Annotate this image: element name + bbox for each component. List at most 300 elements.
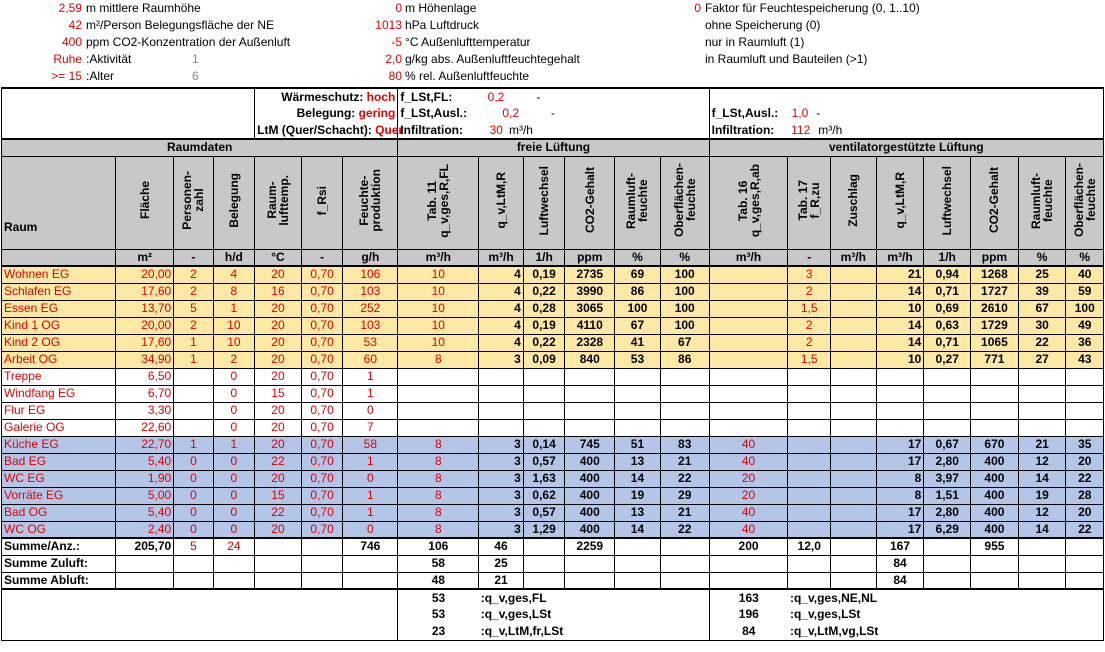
sum-label: Summe Abluft: xyxy=(2,572,116,589)
data-cell xyxy=(709,266,788,283)
sum-cell: 167 xyxy=(876,538,924,555)
data-cell: 10 xyxy=(213,317,255,334)
data-cell: 10 xyxy=(876,300,924,317)
data-cell: 0 xyxy=(343,521,398,538)
sum-cell: 25 xyxy=(479,555,524,572)
col-header-text: Luftwechsel xyxy=(537,165,552,236)
sum-cell xyxy=(660,538,709,555)
sum-label: Summe Zuluft: xyxy=(2,555,116,572)
param-mid-value: 30 xyxy=(489,122,503,137)
data-cell xyxy=(660,385,709,402)
data-cell: 0 xyxy=(174,487,213,504)
data-cell xyxy=(876,402,924,419)
footer-spacer xyxy=(2,606,398,623)
sum-cell xyxy=(971,555,1019,572)
data-cell xyxy=(971,402,1019,419)
header-left-value: 400 xyxy=(61,35,82,49)
data-cell: 59 xyxy=(1066,283,1104,300)
data-cell: 0,63 xyxy=(924,317,971,334)
header-left-value: >= 15 xyxy=(51,69,82,83)
sum-cell xyxy=(709,555,788,572)
data-cell: 400 xyxy=(565,470,615,487)
data-cell: 20 xyxy=(255,351,302,368)
col-header-text: Raumluft- feuchte xyxy=(624,172,651,229)
data-cell xyxy=(174,419,213,436)
data-cell: 0,70 xyxy=(301,283,343,300)
col-header-text: Tab. 16 q_v,ges,R,ab xyxy=(735,163,762,238)
data-cell: 36 xyxy=(1066,334,1104,351)
data-cell: 3065 xyxy=(565,300,615,317)
calculation-table xyxy=(1,87,1104,641)
room-name: Küche EG xyxy=(2,436,116,453)
data-cell: 14 xyxy=(876,334,924,351)
data-cell: 22 xyxy=(255,453,302,470)
sum-cell xyxy=(971,572,1019,589)
header-mid-value: 80 xyxy=(388,69,402,83)
header-mid-label: % rel. Außenluftfeuchte xyxy=(405,69,530,83)
data-cell: 400 xyxy=(971,453,1019,470)
sum-cell xyxy=(343,555,398,572)
data-cell xyxy=(660,419,709,436)
sum-cell: 205,70 xyxy=(116,538,174,555)
data-cell: 19 xyxy=(615,487,661,504)
col-header xyxy=(788,156,831,249)
sum-cell xyxy=(523,572,565,589)
param-right-label: Infiltration: xyxy=(711,122,775,137)
data-cell: 22 xyxy=(660,521,709,538)
sum-cell xyxy=(255,538,302,555)
data-cell: 3 xyxy=(479,504,524,521)
data-cell: 3,97 xyxy=(924,470,971,487)
data-cell: 1,29 xyxy=(523,521,565,538)
data-cell: 1 xyxy=(174,351,213,368)
header-left-value: 42 xyxy=(68,18,82,32)
unit-cell: 1/h xyxy=(924,249,971,266)
data-cell xyxy=(660,368,709,385)
data-cell: 20 xyxy=(255,419,302,436)
data-cell: 20 xyxy=(1066,453,1104,470)
param-label xyxy=(255,105,398,122)
param-right-value: 112 xyxy=(791,122,811,137)
room-name: Bad EG xyxy=(2,453,116,470)
sum-cell xyxy=(523,555,565,572)
unit-cell: - xyxy=(174,249,213,266)
data-cell: 400 xyxy=(565,504,615,521)
data-cell: 25 xyxy=(1018,266,1066,283)
data-cell: 20 xyxy=(255,300,302,317)
header-left-label: m mittlere Raumhöhe xyxy=(86,1,201,15)
data-cell xyxy=(831,419,877,436)
data-cell: 5,40 xyxy=(116,504,174,521)
data-cell: 39 xyxy=(1018,283,1066,300)
col-header-text: Fläche xyxy=(137,181,152,220)
data-cell: 40 xyxy=(1066,266,1104,283)
data-cell: 1 xyxy=(343,504,398,521)
sum-cell: 21 xyxy=(479,572,524,589)
data-cell: 0 xyxy=(174,521,213,538)
data-cell: 53 xyxy=(343,334,398,351)
sum-cell: 746 xyxy=(343,538,398,555)
data-cell: 10 xyxy=(398,334,479,351)
header-mid-label: g/kg abs. Außenluftfeuchtegehalt xyxy=(405,52,580,66)
room-name: Bad OG xyxy=(2,504,116,521)
data-cell: 400 xyxy=(971,487,1019,504)
data-cell: 0,70 xyxy=(301,521,343,538)
data-cell: 100 xyxy=(660,300,709,317)
data-cell xyxy=(831,317,877,334)
sum-cell xyxy=(660,572,709,589)
param-mid-label: Infiltration: xyxy=(400,122,463,137)
data-cell xyxy=(876,419,924,436)
footer-value: 53 xyxy=(398,606,479,623)
data-cell: 400 xyxy=(971,504,1019,521)
data-cell: 1065 xyxy=(971,334,1019,351)
data-cell: 4 xyxy=(479,266,524,283)
sum-cell: 2259 xyxy=(565,538,615,555)
sum-label: Summe/Anz.: xyxy=(2,538,116,555)
data-cell: 0,70 xyxy=(301,317,343,334)
col-header-text: Oberflächen- feuchte xyxy=(671,163,698,238)
data-cell: 0 xyxy=(213,402,255,419)
room-name: Kind 1 OG xyxy=(2,317,116,334)
data-cell: 3 xyxy=(479,487,524,504)
data-cell: 771 xyxy=(971,351,1019,368)
data-cell: 2,80 xyxy=(924,504,971,521)
col-header xyxy=(1018,156,1066,249)
room-name: Vorräte EG xyxy=(2,487,116,504)
data-cell: 22 xyxy=(255,504,302,521)
data-cell: 8 xyxy=(213,283,255,300)
data-cell: 13,70 xyxy=(116,300,174,317)
param-mid-label: f_LSt,FL: xyxy=(400,89,453,104)
data-cell: 86 xyxy=(660,351,709,368)
data-cell xyxy=(523,368,565,385)
unit-cell: % xyxy=(1018,249,1066,266)
data-cell xyxy=(831,334,877,351)
data-cell xyxy=(924,402,971,419)
data-cell: 10 xyxy=(398,283,479,300)
data-cell xyxy=(971,385,1019,402)
data-cell: 3,30 xyxy=(116,402,174,419)
param-right-unit: m³/h xyxy=(818,122,843,137)
data-cell: 1,90 xyxy=(116,470,174,487)
data-cell: 2 xyxy=(174,283,213,300)
sum-cell xyxy=(565,555,615,572)
footer-value: 163 xyxy=(709,589,788,606)
param-value: hoch xyxy=(366,89,396,104)
data-cell xyxy=(788,521,831,538)
sum-cell xyxy=(1018,572,1066,589)
data-cell: 12 xyxy=(1018,453,1066,470)
header-mid-label: m Höhenlage xyxy=(405,1,477,15)
data-cell: 670 xyxy=(971,436,1019,453)
col-header-raum: Raum xyxy=(2,156,116,249)
unit-cell: m³/h xyxy=(709,249,788,266)
data-cell: 4 xyxy=(479,317,524,334)
header-gray-value: 6 xyxy=(192,69,199,83)
data-cell: 20 xyxy=(255,334,302,351)
data-cell xyxy=(174,385,213,402)
data-cell: 83 xyxy=(660,436,709,453)
data-cell xyxy=(709,368,788,385)
col-header-text: Luftwechsel xyxy=(940,165,955,236)
unit-cell: - xyxy=(788,249,831,266)
room-name: Windfang EG xyxy=(2,385,116,402)
header-left-label: :Alter xyxy=(86,69,115,83)
room-name: WC EG xyxy=(2,470,116,487)
data-cell: 1,5 xyxy=(788,351,831,368)
param-mid-unit: - xyxy=(551,106,555,120)
sum-cell xyxy=(709,572,788,589)
sum-cell xyxy=(213,572,255,589)
data-cell xyxy=(831,453,877,470)
footer-value: 53 xyxy=(398,589,479,606)
data-cell: 20 xyxy=(255,368,302,385)
col-header xyxy=(523,156,565,249)
sum-cell xyxy=(615,572,661,589)
sum-cell xyxy=(1018,555,1066,572)
data-cell: 15 xyxy=(255,385,302,402)
data-cell: 0,19 xyxy=(523,266,565,283)
data-cell: 2 xyxy=(213,351,255,368)
data-cell: 0 xyxy=(213,385,255,402)
sum-cell xyxy=(831,538,877,555)
data-cell: 10 xyxy=(398,266,479,283)
data-cell: 15 xyxy=(255,487,302,504)
data-cell: 21 xyxy=(1018,436,1066,453)
data-cell: 1 xyxy=(213,300,255,317)
data-cell xyxy=(709,419,788,436)
data-cell xyxy=(788,402,831,419)
data-cell: 4 xyxy=(479,283,524,300)
unit-cell: m³/h xyxy=(876,249,924,266)
unit-cell: % xyxy=(660,249,709,266)
data-cell: 4110 xyxy=(565,317,615,334)
sum-cell xyxy=(116,555,174,572)
data-cell xyxy=(709,334,788,351)
col-header-text: Belegung xyxy=(226,173,241,228)
sum-cell: 12,0 xyxy=(788,538,831,555)
data-cell: 0,67 xyxy=(924,436,971,453)
param-mid-value: 0,2 xyxy=(487,89,505,104)
data-cell: 20 xyxy=(709,470,788,487)
data-cell: 400 xyxy=(565,521,615,538)
data-cell xyxy=(831,283,877,300)
param-label xyxy=(255,122,404,139)
data-cell: 51 xyxy=(615,436,661,453)
data-cell xyxy=(523,385,565,402)
header-left-label: :Aktivität xyxy=(86,52,132,66)
unit-cell: ppm xyxy=(971,249,1019,266)
data-cell: 400 xyxy=(565,453,615,470)
data-cell: 14 xyxy=(1018,470,1066,487)
data-cell: 0,70 xyxy=(301,402,343,419)
data-cell: 40 xyxy=(709,453,788,470)
data-cell: 1 xyxy=(343,368,398,385)
data-cell: 0,70 xyxy=(301,385,343,402)
footer-value: 23 xyxy=(398,623,479,640)
param-label-text: Belegung: xyxy=(296,106,356,120)
param-right-unit: - xyxy=(816,106,821,120)
footer-value: 84 xyxy=(709,623,788,640)
param-value: gering xyxy=(358,106,396,120)
data-cell: 30 xyxy=(1018,317,1066,334)
data-cell xyxy=(615,385,661,402)
data-cell: 100 xyxy=(660,317,709,334)
data-cell: 5,00 xyxy=(116,487,174,504)
header-mid-label: hPa Luftdruck xyxy=(405,18,480,32)
data-cell xyxy=(788,419,831,436)
col-header xyxy=(709,156,788,249)
data-cell: 0 xyxy=(213,368,255,385)
data-cell: 20 xyxy=(255,470,302,487)
data-cell: 0 xyxy=(174,504,213,521)
data-cell xyxy=(523,402,565,419)
room-name: Arbeit OG xyxy=(2,351,116,368)
data-cell: 2610 xyxy=(971,300,1019,317)
data-cell: 35 xyxy=(1066,436,1104,453)
data-cell: 20 xyxy=(255,317,302,334)
data-cell xyxy=(523,419,565,436)
data-cell: 1 xyxy=(343,453,398,470)
data-cell: 1268 xyxy=(971,266,1019,283)
data-cell xyxy=(876,368,924,385)
param-mid-unit: m³/h xyxy=(508,122,533,137)
room-name: Flur EG xyxy=(2,402,116,419)
header-mid-value: 2,0 xyxy=(385,52,402,66)
data-cell: 20 xyxy=(255,266,302,283)
data-cell: 3 xyxy=(479,436,524,453)
data-cell: 0,22 xyxy=(523,283,565,300)
sum-cell xyxy=(116,572,174,589)
data-cell: 20 xyxy=(1066,504,1104,521)
data-cell: 41 xyxy=(615,334,661,351)
data-cell: 3 xyxy=(479,470,524,487)
footer-label: :q_v,ges,FL xyxy=(479,589,709,606)
data-cell: 8 xyxy=(398,351,479,368)
col-header xyxy=(213,156,255,249)
data-cell xyxy=(398,368,479,385)
col-header xyxy=(174,156,213,249)
col-header xyxy=(831,156,877,249)
param-label xyxy=(255,88,398,105)
data-cell: 2,40 xyxy=(116,521,174,538)
data-cell: 0,71 xyxy=(924,334,971,351)
data-cell: 13 xyxy=(615,453,661,470)
data-cell: 8 xyxy=(398,436,479,453)
data-cell: 53 xyxy=(615,351,661,368)
data-cell xyxy=(398,385,479,402)
data-cell: 3 xyxy=(479,453,524,470)
data-cell: 1,63 xyxy=(523,470,565,487)
data-cell: 58 xyxy=(343,436,398,453)
col-header xyxy=(615,156,661,249)
sum-cell: 24 xyxy=(213,538,255,555)
data-cell: 400 xyxy=(971,470,1019,487)
data-cell: 0 xyxy=(213,504,255,521)
sum-cell: 48 xyxy=(398,572,479,589)
data-cell: 20,00 xyxy=(116,317,174,334)
data-cell: 8 xyxy=(876,487,924,504)
data-cell: 40 xyxy=(709,521,788,538)
data-cell: 21 xyxy=(660,504,709,521)
data-cell: 0,70 xyxy=(301,368,343,385)
col-header-text: Zuschlag xyxy=(846,174,861,227)
col-header-text: CO2-Gehalt xyxy=(987,167,1002,234)
param-right xyxy=(709,88,1103,105)
header-right-label: Faktor für Feuchtespeicherung (0, 1..10) xyxy=(705,1,920,15)
col-header-text: CO2-Gehalt xyxy=(582,167,597,234)
header-right-value: 0 xyxy=(694,1,701,15)
header-mid-value: 0 xyxy=(395,1,402,15)
data-cell: 14 xyxy=(615,470,661,487)
sum-cell xyxy=(615,555,661,572)
data-cell: 5,40 xyxy=(116,453,174,470)
col-header-text: q_v,LtM,R xyxy=(494,172,509,229)
data-cell: 67 xyxy=(615,317,661,334)
data-cell: 27 xyxy=(1018,351,1066,368)
data-cell: 22 xyxy=(1066,470,1104,487)
data-cell: 34,90 xyxy=(116,351,174,368)
header-mid-label: °C Außenlufttemperatur xyxy=(405,35,531,49)
data-cell: 0,19 xyxy=(523,317,565,334)
data-cell: 2 xyxy=(174,266,213,283)
col-header xyxy=(398,156,479,249)
data-cell: 8 xyxy=(398,453,479,470)
data-cell: 0,28 xyxy=(523,300,565,317)
data-cell xyxy=(831,521,877,538)
data-cell: 0 xyxy=(213,521,255,538)
sum-cell xyxy=(660,555,709,572)
data-cell xyxy=(709,283,788,300)
data-cell xyxy=(660,402,709,419)
sum-cell: 200 xyxy=(709,538,788,555)
data-cell: 103 xyxy=(343,317,398,334)
sum-cell xyxy=(255,555,302,572)
param-right-label: f_LSt,Ausl.: xyxy=(711,106,779,120)
data-cell: 22,60 xyxy=(116,419,174,436)
data-cell: 400 xyxy=(565,487,615,504)
data-cell: 8 xyxy=(398,487,479,504)
data-cell xyxy=(788,453,831,470)
data-cell: 17,60 xyxy=(116,283,174,300)
room-name: Kind 2 OG xyxy=(2,334,116,351)
unit-cell: ppm xyxy=(565,249,615,266)
group-freie-lueftung: freie Lüftung xyxy=(398,139,709,156)
data-cell: 12 xyxy=(1018,504,1066,521)
param-spacer xyxy=(2,88,255,105)
data-cell xyxy=(479,402,524,419)
header-right-label: in Raumluft und Bauteilen (>1) xyxy=(705,52,868,66)
data-cell: 60 xyxy=(343,351,398,368)
data-cell: 0,70 xyxy=(301,436,343,453)
data-cell xyxy=(831,351,877,368)
room-name: WC OG xyxy=(2,521,116,538)
data-cell: 43 xyxy=(1066,351,1104,368)
data-cell xyxy=(615,402,661,419)
param-right xyxy=(709,105,1103,122)
data-cell: 6,50 xyxy=(116,368,174,385)
data-cell: 6,70 xyxy=(116,385,174,402)
param-value: Quer xyxy=(375,122,404,137)
data-cell: 4 xyxy=(479,300,524,317)
room-name: Schlafen EG xyxy=(2,283,116,300)
data-cell: 20 xyxy=(255,436,302,453)
data-cell: 16 xyxy=(255,283,302,300)
data-cell: 0,70 xyxy=(301,334,343,351)
data-cell xyxy=(788,470,831,487)
sum-cell xyxy=(1066,572,1104,589)
